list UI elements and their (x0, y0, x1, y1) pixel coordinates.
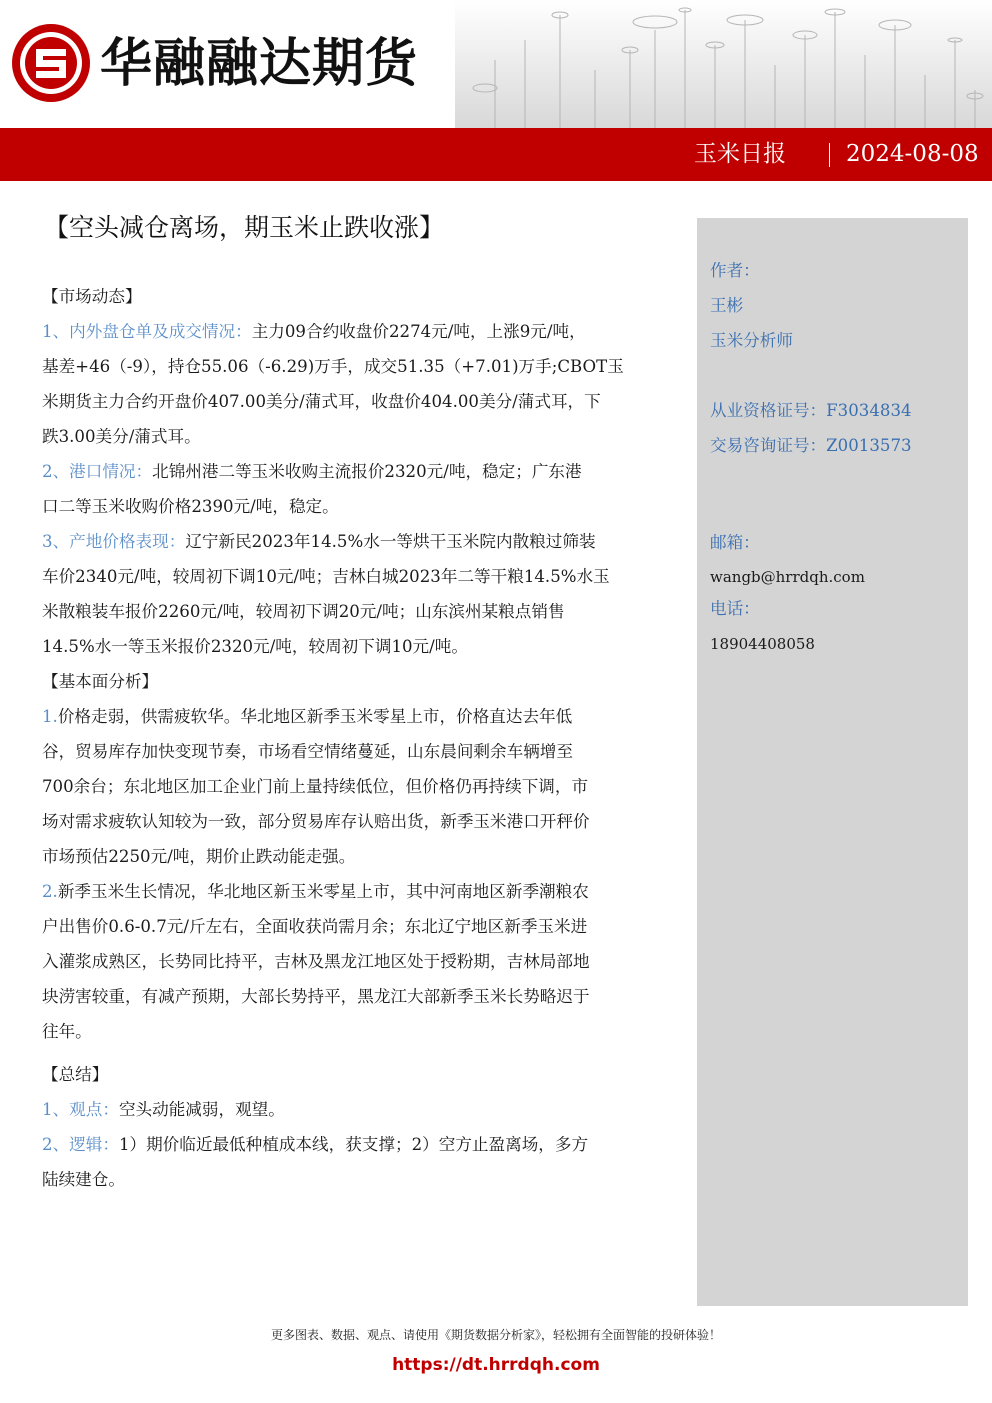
item-line: 口二等玉米收购价格2390元/吨，稳定。 (42, 497, 339, 516)
item-line: 场对需求疲软认知较为一致，部分贸易库存认赔出货，新季玉米港口开秤价 (42, 812, 590, 831)
item-line: 主力09合约收盘价2274元/吨，上涨9元/吨， (251, 322, 586, 341)
section-title-summary: 【总结】 (42, 1065, 109, 1084)
item-line: 空头动能减弱，观望。 (118, 1100, 285, 1119)
item-line: 往年。 (42, 1022, 92, 1041)
header-divider (829, 143, 830, 167)
market-item-2 (42, 454, 667, 489)
section-title-fundamental: 【基本面分析】 (42, 672, 159, 691)
company-logo-icon (10, 22, 92, 104)
market-item-1 (42, 314, 667, 349)
report-body (42, 279, 667, 1197)
item-line: 米期货主力合约开盘价407.00美分/蒲式耳，收盘价404.00美分/蒲式耳，下 (42, 392, 601, 411)
item-line: 车价2340元/吨，较周初下调10元/吨；吉林白城2023年二等干粮14.5%水玉 (42, 567, 610, 586)
item-line: 谷，贸易库存加快变现节奏，市场看空情绪蔓延，山东晨间剩余车辆增至 (42, 742, 573, 761)
fundamental-item-1 (42, 699, 667, 734)
summary-item-1 (42, 1092, 667, 1127)
company-name: 华融融达期货 (100, 34, 419, 94)
email-label: 邮箱： (710, 533, 760, 552)
report-type: 玉米日报 (694, 141, 786, 167)
item-line: 块涝害较重，有减产预期，大部长势持平，黑龙江大部新季玉米长势略迟于 (42, 987, 590, 1006)
item-label: 2. (42, 882, 58, 901)
section-title-market: 【市场动态】 (42, 287, 142, 306)
summary-item-2 (42, 1127, 667, 1162)
item-line: 700余台；东北地区加工企业门前上量持续低位，但价格仍再持续下调，市 (42, 777, 589, 796)
item-line: 价格走弱，供需疲软华。华北地区新季玉米零星上市，价格直达去年低 (57, 707, 573, 726)
item-label: 2、港口情况： (42, 462, 153, 481)
footer-link[interactable]: https://dt.hrrdqh.com (392, 1355, 600, 1375)
item-label: 2、逻辑： (42, 1135, 119, 1154)
fundamental-item-2 (42, 874, 667, 909)
item-line: 辽宁新民2023年14.5%水一等烘干玉米院内散粮过筛装 (185, 532, 596, 551)
author-name: 王彬 (710, 296, 744, 315)
item-label: 3、产地价格表现： (42, 532, 186, 551)
header-decoration (455, 0, 992, 128)
item-label: 1、内外盘仓单及成交情况： (42, 322, 252, 341)
item-line: 北锦州港二等玉米收购主流报价2320元/吨，稳定；广东港 (152, 462, 582, 481)
phone-label: 电话： (710, 599, 760, 618)
item-label: 1. (42, 707, 58, 726)
item-line: 户出售价0.6-0.7元/斤左右，全面收获尚需月余；东北辽宁地区新季玉米进 (42, 917, 588, 936)
item-line: 陆续建仓。 (42, 1170, 125, 1189)
item-line: 新季玉米生长情况，华北地区新玉米零星上市，其中河南地区新季潮粮农 (57, 882, 589, 901)
item-line: 入灌浆成熟区，长势同比持平，吉林及黑龙江地区处于授粉期，吉林局部地 (42, 952, 590, 971)
email-value: wangb@hrrdqh.com (710, 568, 865, 586)
market-item-3 (42, 524, 667, 559)
report-headline: 【空头减仓离场，期玉米止跌收涨】 (44, 213, 445, 242)
author-sidebar (697, 218, 968, 1306)
item-line: 14.5%水一等玉米报价2320元/吨，较周初下调10元/吨。 (42, 637, 468, 656)
item-label: 1、观点： (42, 1100, 119, 1119)
header-band (0, 128, 992, 181)
item-line: 跌3.00美分/蒲式耳。 (42, 427, 201, 446)
phone-value: 18904408058 (710, 635, 815, 653)
qualification-number: 从业资格证号：F3034834 (710, 401, 912, 420)
author-label: 作者： (710, 261, 760, 280)
item-line: 市场预估2250元/吨，期价止跌动能走强。 (42, 847, 356, 866)
consulting-number: 交易咨询证号：Z0013573 (710, 436, 912, 455)
item-line: 基差+46（-9），持仓55.06（-6.29)万手，成交51.35（+7.01)万手;CBOT玉 (42, 357, 624, 376)
item-line: 1）期价临近最低种植成本线，获支撑；2）空方止盈离场，多方 (118, 1135, 589, 1154)
item-line: 米散粮装车报价2260元/吨，较周初下调20元/吨；山东滨州某粮点销售 (42, 602, 565, 621)
footer-promo-text: 更多图表、数据、观点、请使用《期货数据分析家》，轻松拥有全面智能的投研体验！ (270, 1328, 721, 1342)
report-date: 2024-08-08 (846, 141, 979, 167)
author-title: 玉米分析师 (710, 331, 793, 350)
